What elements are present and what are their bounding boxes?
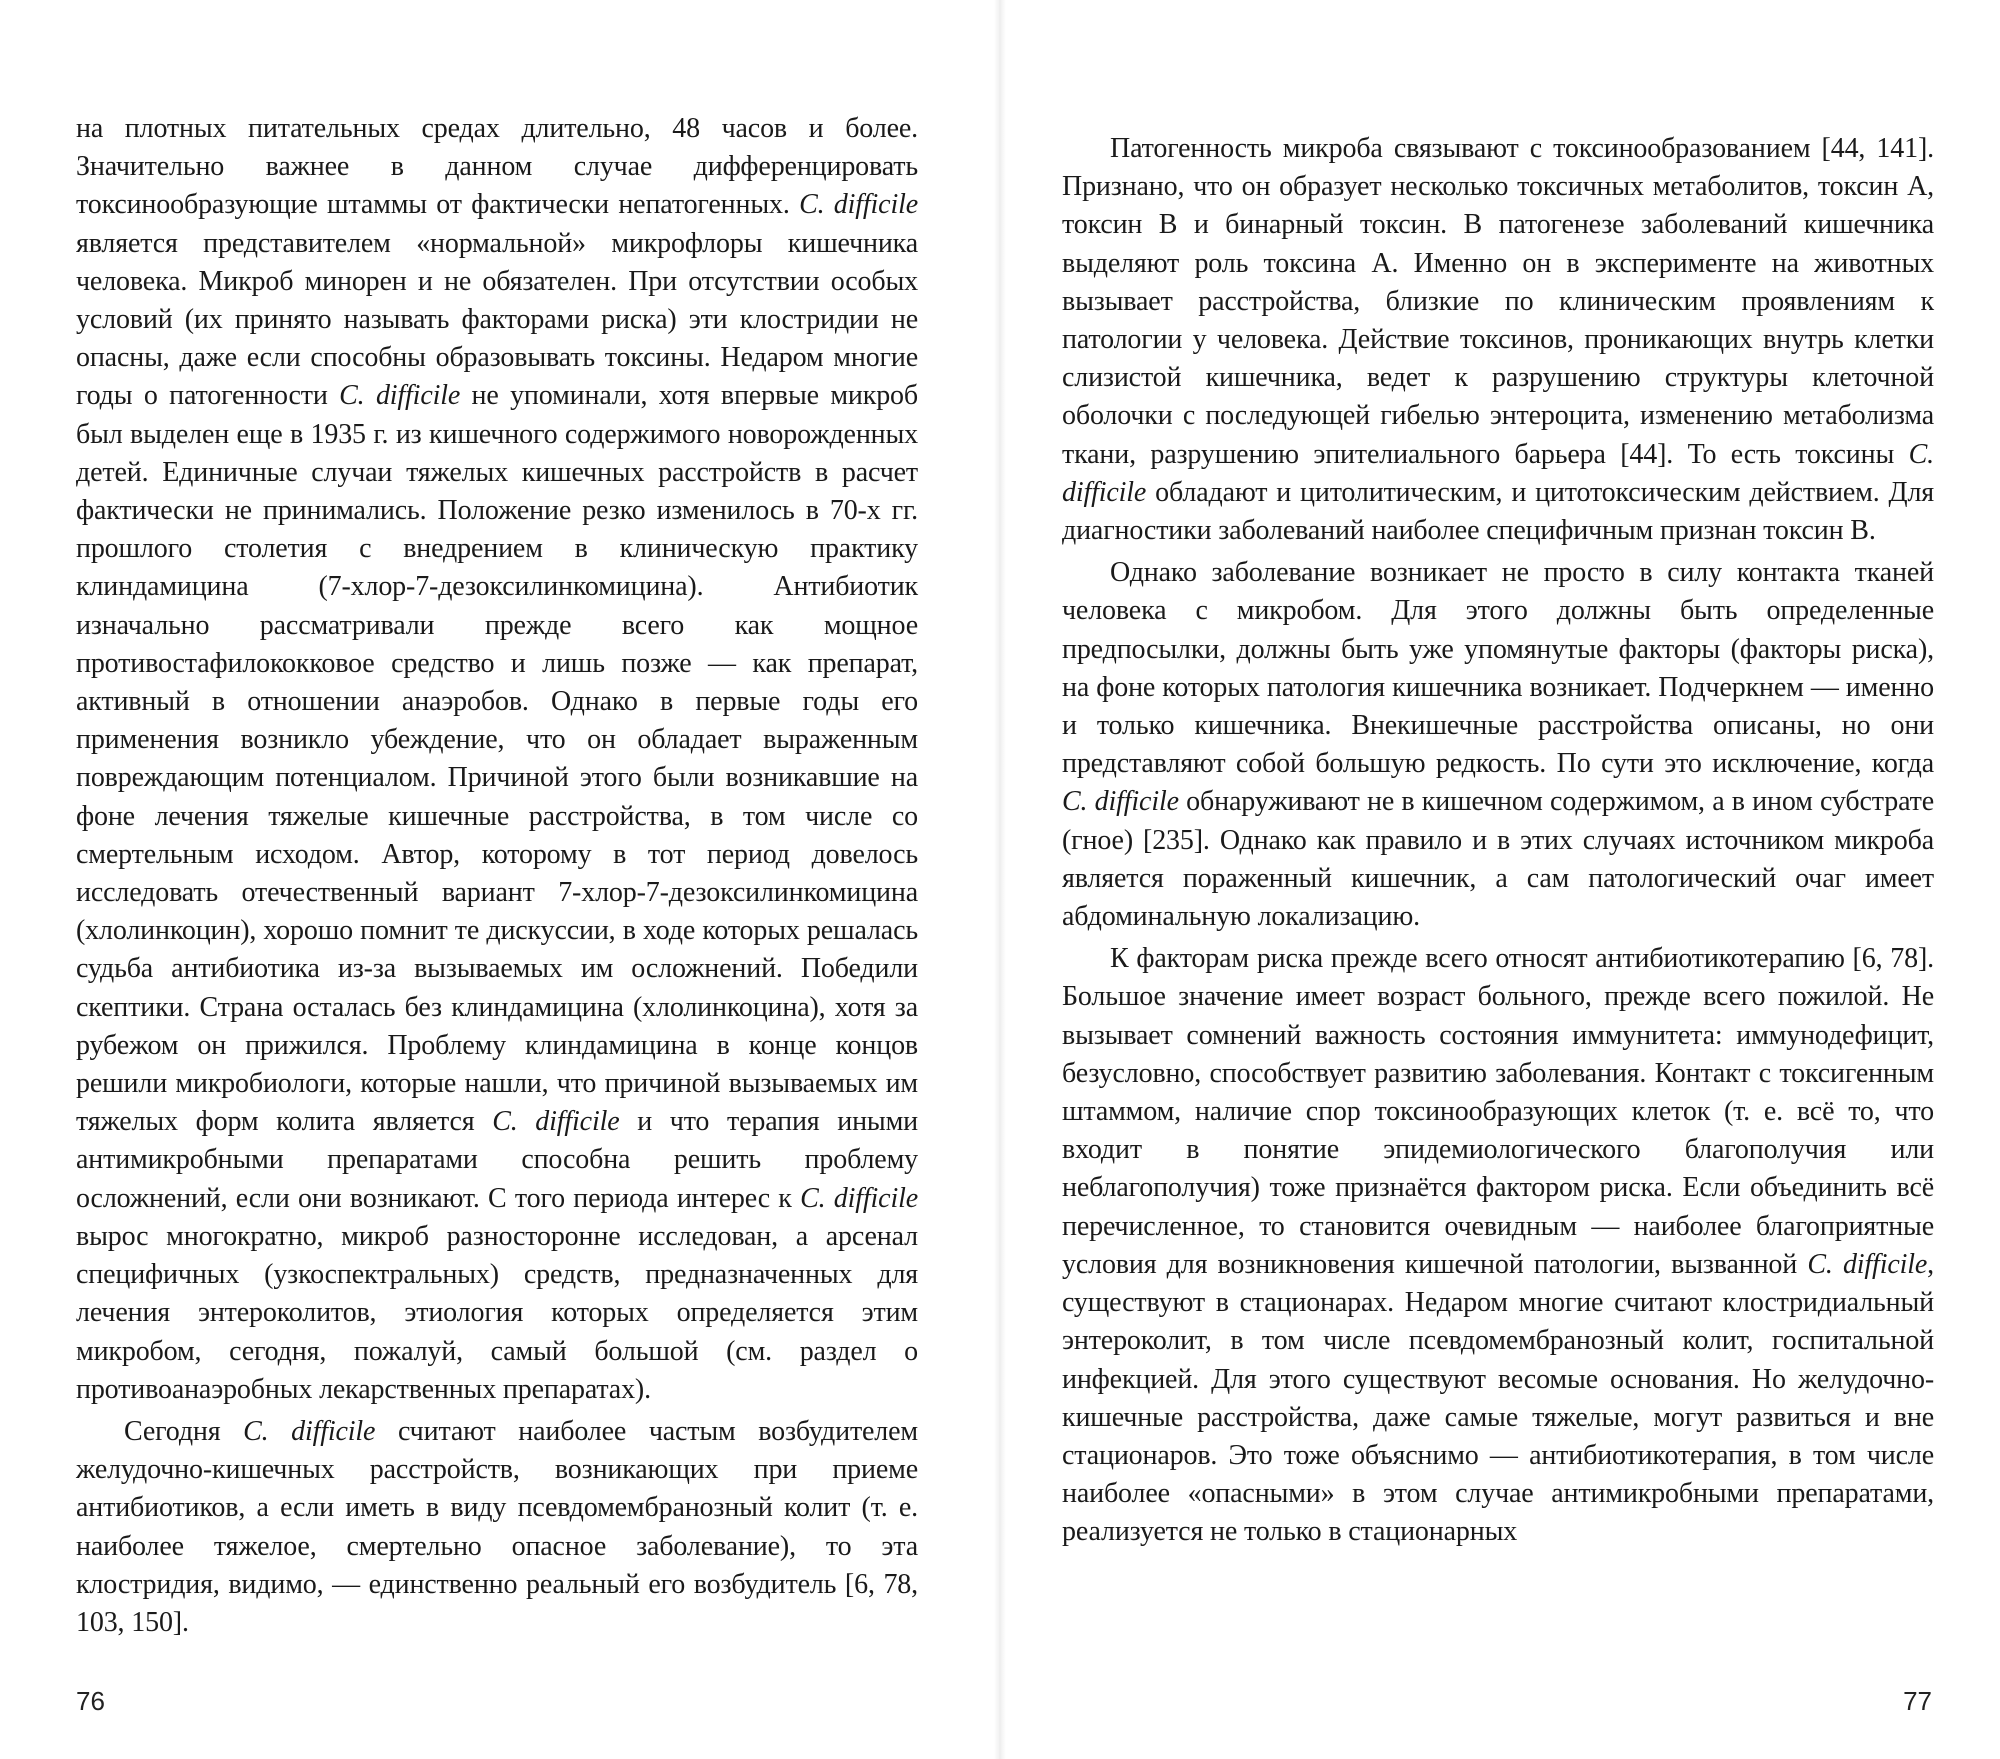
italic-term: C. difficile [1062, 786, 1179, 818]
left-page-text [76, 110, 918, 1642]
paragraph: на плотных питательных средах длительно, 48 часов и более. Значительно важнее в данном случае дифференцировать токсинообразующие штаммы от фактически непатогенных. C. difficile является представителем «нормальной» микрофлоры кишечника человека. Микроб минорен и не обязателен. При отсутствии особых условий (их принято называть факторами риска) эти клостридии не опасны, даже если способны образовывать токсины. Недаром многие годы о патогенности C. difficile не упоминали, хотя впервые микроб был выделен еще в 1935 г. из кишечного содержимого новорожденных детей. Единичные случаи тяжелых кишечных расстройств в расчет фактически не принимались. Положение резко изменилось в 70-х гг. прошлого столетия с внедрением в клиническую практику клиндамицина (7-хлор-7-дезоксилинкомицина). Антибиотик изначально рассматривали прежде всего как мощное противостафилококковое средство и лишь позже — как препарат, активный в отношении анаэробов. Однако в первые годы его применения возникло убеждение, что он обладает выраженным повреждающим потенциалом. Причиной этого были возникавшие на фоне лечения тяжелые кишечные расстройства, в том числе со смертельным исходом. Автор, которому в тот период довелось исследовать отечественный вариант 7-хлор-7-дезоксилинкомицина (хлолинкоцин), хорошо помнит те дискуссии, в ходе которых решалась судьба антибиотика из-за вызываемых им осложнений. Победили скептики. Страна осталась без клиндамицина (хлолинкоцина), хотя за рубежом он прижился. Проблему клиндамицина в конце концов решили микробиологи, которые нашли, что причиной вызываемых им тяжелых форм колита является C. difficile и что терапия иными антимикробными препаратами способна решить проблему осложнений, если они возникают. С того периода интерес к C. difficile вырос многократно, микроб разносторонне исследован, а арсенал специфичных (узкоспектральных) средств, предназначенных для лечения энтероколитов, этиология которых определяется этим микробом, сегодня, пожалуй, самый большой (см. раздел о противоанаэробных лекарственных препаратах). [76, 113, 919, 1405]
italic-term: C. difficile [799, 189, 918, 221]
right-page-text [1062, 130, 1934, 1552]
paragraph: К факторам риска прежде всего относят антибиотикотерапию [6, 78]. Большое значение имеет возраст больного, прежде всего пожилой. Не вызывает сомнений важность состояния иммунитета: иммунодефицит, безусловно, способствует развитию заболевания. Контакт с токсигенным штаммом, наличие спор токсинообразующих клеток (т. е. всё то, что входит в понятие эпидемиологического благополучия или неблагополучия) тоже признаётся фактором риска. Если объединить всё перечисленное, то становится очевидным — наиболее благоприятные условия для возникновения кишечной патологии, вызванной C. difficile, существуют в стационарах. Недаром многие считают клостридиальный энтероколит, в том числе псевдомембранозный колит, госпитальной инфекцией. Для этого существуют весомые основания. Но желудочно-кишечные расстройства, даже самые тяжелые, могут развиться и вне стационаров. Это тоже объяснимо — антибиотикотерапия, в том числе наиболее «опасными» в этом случае антимикробными препаратами, реализуется не только в стационарных [1062, 943, 1934, 1548]
italic-term: C. difficile [339, 380, 461, 412]
italic-term: C. difficile [800, 1182, 918, 1214]
page-number-right: 77 [1903, 1686, 1932, 1716]
paragraph: Сегодня C. difficile считают наиболее частым возбудителем желудочно-кишечных расстройств, возникающих при приеме антибиотиков, а если иметь в виду псевдомембранозный колит (т. е. наиболее тяжелое, смертельно опасное заболевание), то эта клостридия, видимо, — единственно реальный его возбудитель [6, 78, 103, 150]. [76, 1415, 918, 1638]
right-page [1000, 0, 2000, 1759]
italic-term: C. difficile [1807, 1248, 1928, 1280]
italic-term: C. difficile [492, 1106, 620, 1138]
page-number-left: 76 [76, 1686, 105, 1716]
italic-term: C. difficile [1062, 438, 1934, 508]
paragraph: Однако заболевание возникает не просто в силу контакта тканей человека с микробом. Для этого должны быть определенные предпосылки, должны быть уже упомянутые факторы (факторы риска), на фоне которых патология кишечника возникает. Подчеркнем — именно и только кишечника. Внекишечные расстройства описаны, но они представляют собой большую редкость. По сути это исключение, когда C. difficile обнаруживают не в кишечном содержимом, а в ином субстрате (гное) [235]. Однако как правило и в этих случаях источником микроба является пораженный кишечник, а сам патологический очаг имеет абдоминальную локализацию. [1062, 557, 1934, 933]
paragraph: Патогенность микроба связывают с токсинообразованием [44, 141]. Признано, что он образует несколько токсичных метаболитов, токсин А, токсин В и бинарный токсин. В патогенезе заболеваний кишечника выделяют роль токсина А. Именно он в эксперименте на животных вызывает расстройства, близкие по клиническим проявлениям к патологии у человека. Действие токсинов, проникающих внутрь клетки слизистой кишечника, ведет к разрушению структуры клеточной оболочки с последующей гибелью энтероцита, изменению метаболизма ткани, разрушению эпителиального барьера [44]. То есть токсины C. difficile обладают и цитолитическим, и цитотоксическим действием. Для диагностики заболеваний наиболее специфичным признан токсин В. [1062, 133, 1934, 547]
italic-term: C. difficile [243, 1415, 376, 1447]
